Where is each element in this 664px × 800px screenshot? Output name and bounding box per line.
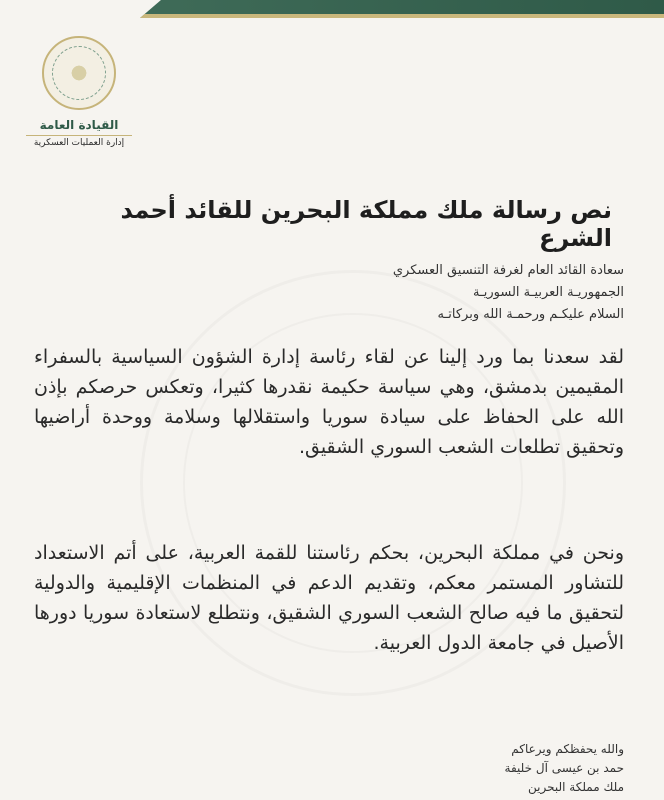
body-paragraph-1: لقد سعدنا بما ورد إلينا عن لقاء رئاسة إدارة الشؤون السياسية بالسفراء المقيمين بدمشق، وهي سياسة حكيمة نقدرها كثيرا، وتعكس حرصكم بإذن الله على الحفاظ على سيادة سوريا واستقلالها وسلامة ووحدة أراضيها وتحقيق تطلعات الشعب السوري الشقيق. <box>34 346 624 458</box>
signoff-line: حمد بن عيسى آل خليفة <box>504 761 624 775</box>
salutation-block <box>264 260 624 326</box>
body-paragraph-2: ونحن في مملكة البحرين، بحكم رئاستنا للقمة العربية، على أتم الاستعداد للتشاور المستمر معكم، وتقديم الدعم في المنظمات الإقليمية والدولية لتحقيق ما فيه صالح الشعب السوري الشقيق، ونتطلع لاستعادة سوريا دورها الأصيل في جامعة الدول العربية. <box>34 542 624 654</box>
logo-subtitle: إدارة العمليات العسكرية <box>26 135 132 148</box>
logo-title: القيادة العامة <box>39 118 119 132</box>
signoff-line: والله يحفظكم ويرعاكم <box>511 742 624 756</box>
salutation-line: السلام عليكـم ورحمـة الله وبركاتـه <box>437 307 624 322</box>
organization-logo <box>26 36 132 148</box>
signoff-line: ملك مملكة البحرين <box>528 780 624 794</box>
salutation-line: الجمهوريـة العربيـة السوريـة <box>472 285 624 300</box>
header-decorative-band <box>140 0 664 18</box>
emblem-seal-icon <box>42 36 116 110</box>
document-title: نص رسالة ملك مملكة البحرين للقائد أحمد الشرع <box>120 196 612 252</box>
salutation-line: سعادة القائد العام لغرفة التنسيق العسكري <box>392 263 624 278</box>
signoff-block <box>384 740 624 797</box>
